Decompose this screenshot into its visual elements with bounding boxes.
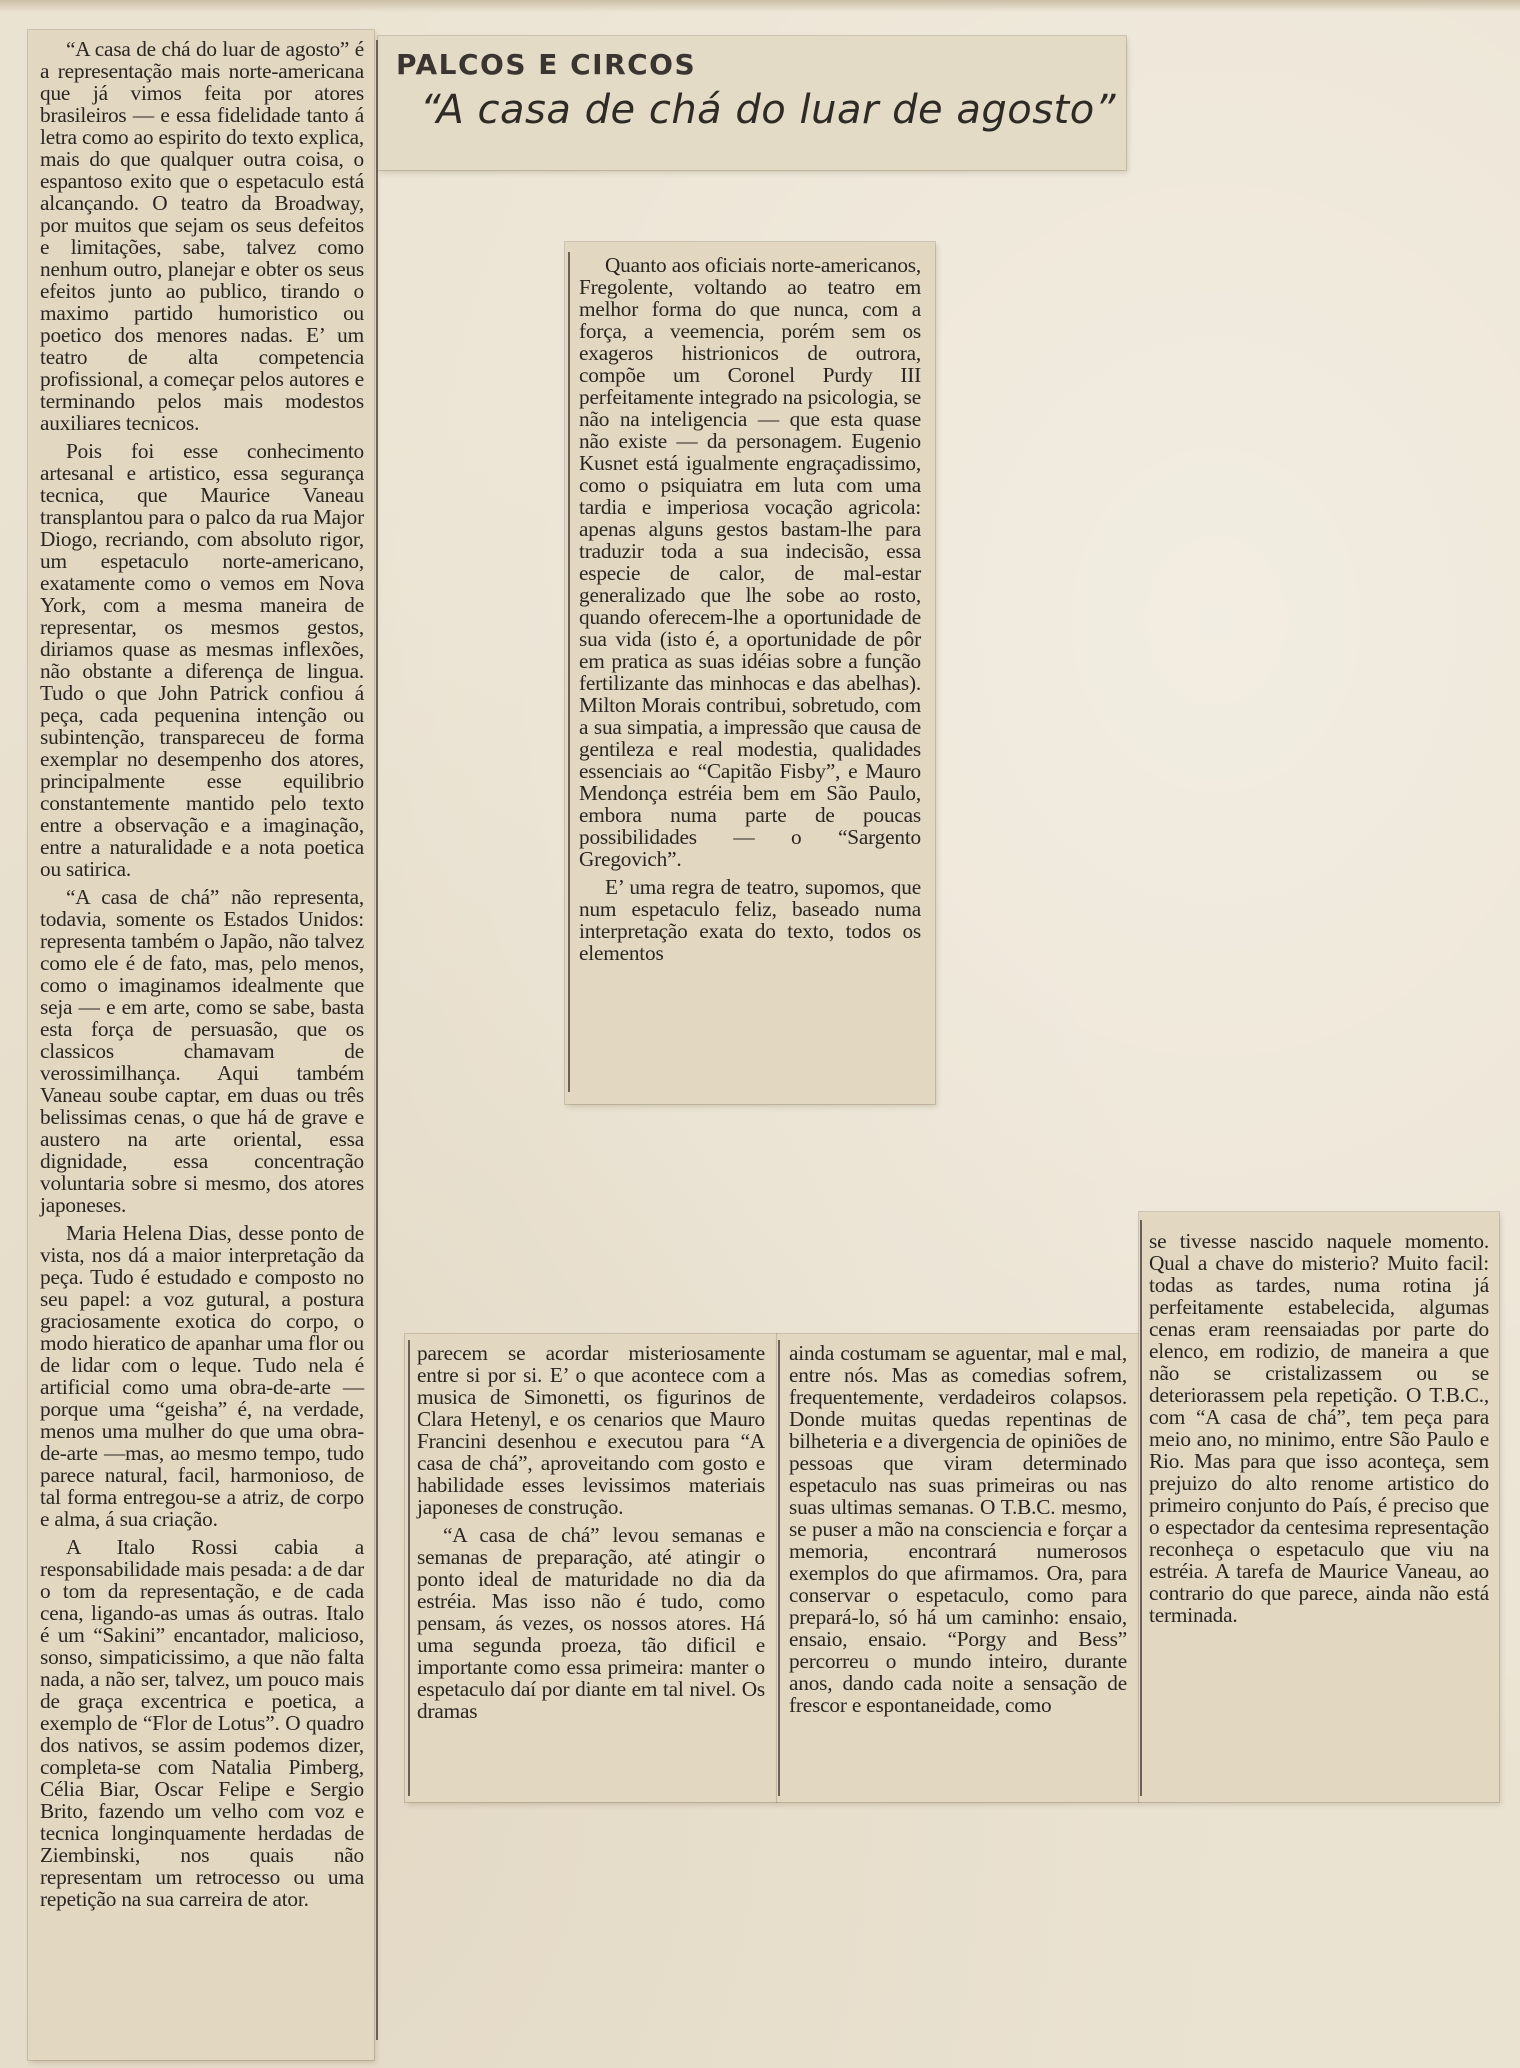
paragraph: ainda costumam se aguentar, mal e mal, entre nós. Mas as comedias sofrem, frequentemente, verdadeiros colapsos. Donde muitas quedas repentinas de bilheteria e a divergencia de opiniões de pessoas que viram determinado espetaculo nas suas primeiras ou nas suas ultimas semanas. O T.B.C. mesmo, se puser a mão na consciencia e forçar a memoria, encontrará numerosos exemplos do que afirmamos. Ora, para conservar o espetaculo, como para prepará-lo, só há um caminho: ensaio, ensaio, ensaio. “Porgy and Bess” percorreu o mundo inteiro, durante anos, dando cada noite a sensação de frescor e espontaneidade, como <box>789 1341 1127 1717</box>
column-clipping-left <box>28 30 374 2060</box>
paragraph: E’ uma regra de teatro, supomos, que num espetaculo feliz, baseado numa interpretação exata do texto, todos os elementos <box>579 875 921 965</box>
column-clipping-bottom-right <box>1139 1212 1499 1802</box>
column-rule <box>408 1340 410 1796</box>
column-clipping-bottom-left <box>405 1334 777 1802</box>
paragraph: “A casa de chá do luar de agosto” é a representação mais norte-americana que já vimos feita por atores brasileiros — e essa fidelidade tanto á letra como ao espirito do texto explica, mais do que qualquer outra coisa, o espantoso exito que o espetaculo está alcançando. O teatro da Broadway, por muitos que sejam os seus defeitos e limitações, sabe, talvez como nenhum outro, planejar e obter os seus efeitos junto ao publico, tirando o maximo partido humoristico ou poetico dos menores nadas. E’ um teatro de alta competencia profissional, a começar pelos autores e terminando pelos mais modestos auxiliares tecnicos. <box>40 37 364 435</box>
column-rule <box>1140 1220 1142 1796</box>
column-clipping-top-middle <box>565 242 935 1104</box>
paragraph: Maria Helena Dias, desse ponto de vista, nos dá a maior interpretação da peça. Tudo é estudado e composto no seu papel: a voz gutural, a postura graciosamente exotica do corpo, o modo hieratico de apanhar uma flor ou de lidar com o leque. Tudo nela é artificial como uma obra-de-arte — porque uma “geisha” é, na verdade, menos uma mulher do que uma obra-de-arte —mas, ao mesmo tempo, tudo parece natural, facil, harmonioso, de tal forma entregou-se a atriz, de corpo e alma, á sua criação. <box>40 1221 364 1531</box>
column-rule <box>376 40 378 2040</box>
column-rule <box>778 1340 780 1796</box>
column-clipping-bottom-middle <box>777 1334 1139 1802</box>
column-rule <box>568 252 570 1092</box>
section-label: PALCOS E CIRCOS <box>396 48 697 81</box>
paragraph: A Italo Rossi cabia a responsabilidade mais pesada: a de dar o tom da representação, e de cada cena, ligando-as umas ás outras. Italo é um “Sakini” encantador, malicioso, sonso, simpaticissimo, a que não falta nada, a não ser, talvez, um pouco mais de graça excentrica e poetica, a exemplo de “Flor de Lotus”. O quadro dos nativos, se assim podemos dizer, completa-se com Natalia Pimberg, Célia Biar, Oscar Felipe e Sergio Brito, fazendo um velho com voz e tecnica longinquamente herdadas de Ziembinski, nos quais não representam um retrocesso ou uma repetição na sua carreira de ator. <box>40 1535 364 1911</box>
scrapbook-page-edge <box>0 0 1520 12</box>
paragraph: “A casa de chá” não representa, todavia, somente os Estados Unidos: representa também o Japão, não talvez como ele é de fato, mas, pelo menos, como o imaginamos idealmente que seja — e em arte, como se sabe, basta esta força de persuasão, que os classicos chamavam de verossimilhança. Aqui também Vaneau soube captar, em duas ou três belissimas cenas, o que há de grave e austero na arte oriental, essa dignidade, essa concentração voluntaria sobre si mesmo, dos atores japoneses. <box>40 885 364 1217</box>
article-headline: “A casa de chá do luar de agosto” <box>420 87 1116 133</box>
paragraph: se tivesse nascido naquele momento. Qual a chave do misterio? Muito facil: todas as tardes, numa rotina já perfeitamente estabelecida, algumas cenas eram reensaiadas por parte do elenco, em rodizio, de maneira a que não se cristalizassem ou se deteriorassem pela repetição. O T.B.C., com “A casa de chá”, tem peça para meio ano, no minimo, entre São Paulo e Rio. Mas para que isso aconteça, sem prejuizo do alto renome artistico do primeiro conjunto do País, é preciso que o espectador da centesima representação reconheça o espetaculo que viu na estréia. A tarefa de Maurice Vaneau, ao contrario do que parece, ainda não está terminada. <box>1149 1229 1489 1627</box>
paragraph: “A casa de chá” levou semanas e semanas de preparação, até atingir o ponto ideal de maturidade no dia da estréia. Mas isso não é tudo, como pensam, ás vezes, os nossos atores. Há uma segunda proeza, tão dificil e importante como essa primeira: manter o espetaculo daí por diante em tal nivel. Os dramas <box>417 1523 765 1723</box>
headline-clipping <box>378 36 1126 170</box>
paragraph: Pois foi esse conhecimento artesanal e artistico, essa segurança tecnica, que Maurice Vaneau transplantou para o palco da rua Major Diogo, recriando, com absoluto rigor, um espetaculo norte-americano, exatamente como o vemos em Nova York, com a mesma maneira de representar, os mesmos gestos, diriamos quase as mesmas inflexões, não obstante a diferença de lingua. Tudo o que John Patrick confiou á peça, cada pequenina intenção ou subintenção, transpareceu de forma exemplar no desempenho dos atores, principalmente esse equilibrio constantemente mantido pelo texto entre a observação e a imaginação, entre a naturalidade e a nota poetica ou satirica. <box>40 439 364 881</box>
paragraph: parecem se acordar misteriosamente entre si por si. E’ o que acontece com a musica de Simonetti, os figurinos de Clara Hetenyl, e os cenarios que Mauro Francini desenhou e executou para “A casa de chá”, aproveitando com gosto e habilidade esses levissimos materiais japoneses de construção. <box>417 1341 765 1519</box>
paragraph: Quanto aos oficiais norte-americanos, Fregolente, voltando ao teatro em melhor forma do que nunca, com a força, a veemencia, porém sem os exageros histrionicos de outrora, compõe um Coronel Purdy III perfeitamente integrado na psicologia, se não na inteligencia — que esta quase não existe — da personagem. Eugenio Kusnet está igualmente engraçadissimo, como o psiquiatra em luta com uma tardia e imperiosa vocação agricola: apenas alguns gestos bastam-lhe para traduzir toda a sua indecisão, essa especie de calor, de mal-estar generalizado que lhe sobe ao rosto, quando oferecem-lhe a oportunidade de sua vida (isto é, a oportunidade de pôr em pratica as suas idéias sobre a função fertilizante das minhocas e das abelhas). Milton Morais contribui, sobretudo, com a sua simpatia, a impressão que causa de gentileza e real modestia, qualidades essenciais ao “Capitão Fisby”, e Mauro Mendonça estréia bem em São Paulo, embora numa parte de poucas possibilidades — o “Sargento Gregovich”. <box>579 253 921 871</box>
